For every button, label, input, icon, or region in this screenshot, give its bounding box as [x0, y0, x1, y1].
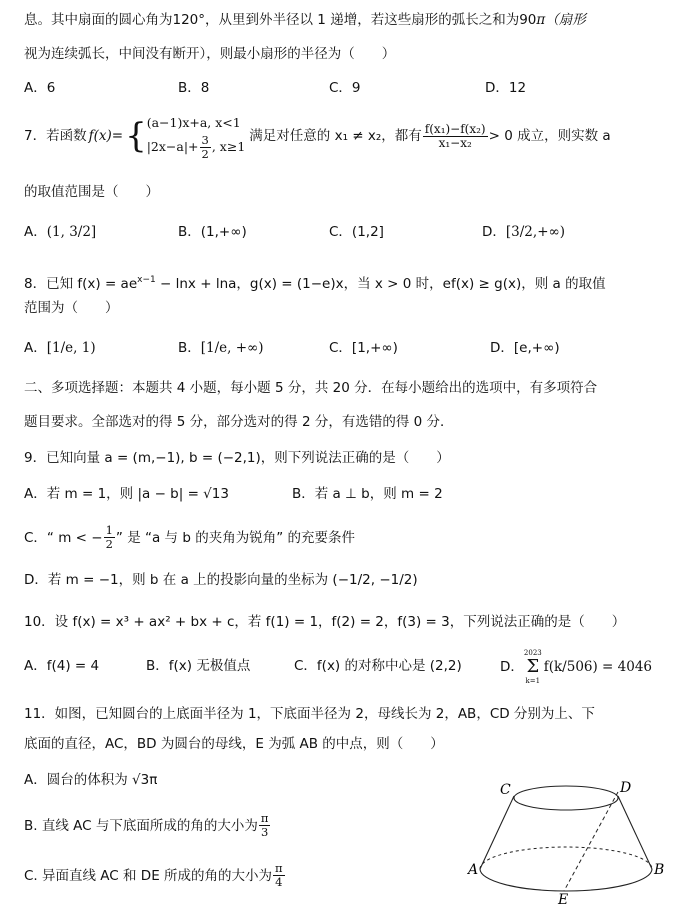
q8-option-d: D．[e,+∞) [490, 340, 560, 356]
q8-option-b-label: B． [178, 340, 201, 356]
q7-stem [24, 110, 611, 162]
q7-option-a [24, 222, 96, 242]
q8-option-a [24, 338, 96, 358]
q7-option-d-label: D． [482, 224, 506, 240]
q6-text: 息。其中扇面的圆心角为120°，从里到外半径以 1 递增，若这些扇形的弧长之和为90 [24, 12, 537, 28]
q6-option-b: B．8 [178, 80, 210, 96]
q11-option-a: A．圆台的体积为 √3π [24, 772, 158, 788]
q8-text-b: − lnx + lna，g(x) = (1−e)x，当 x > 0 时，ef(x) ≥ g(x)，则 a 的取值 [155, 276, 606, 292]
q9-option-c-pre: C．“ m < − [24, 529, 103, 546]
q7-option-b: B．(1,+∞) [178, 224, 247, 240]
section2-heading-line1: 二、多项选择题：本题共 4 小题，每小题 5 分，共 20 分．在每小题给出的选项中，有多项符合 [24, 380, 598, 396]
q10-option-b: B．f(x) 无极值点 [146, 658, 251, 674]
q9-stem: 9．已知向量 a = (m,−1), b = (−2,1)，则下列说法正确的是（ ） [24, 450, 450, 466]
q6-stem-line2 [24, 44, 395, 64]
q9-option-b: B．若 a ⊥ b，则 m = 2 [292, 486, 443, 502]
q10-option-d-label: D． [500, 659, 524, 675]
q10-option-d [500, 648, 652, 686]
q7-case2-frac [200, 134, 211, 161]
q7-case2-text: |2x−a|+ [146, 138, 199, 154]
label-a: A [468, 862, 479, 878]
q6-option-a: A．6 [24, 80, 56, 96]
bottom-ellipse-back [480, 847, 652, 869]
label-e: E [558, 892, 569, 906]
q9-frac-num: 1 [105, 523, 113, 537]
q7-brace-icon: { [125, 116, 147, 156]
q11-option-c-text: C. 异面直线 AC 和 DE 所成的角的大小为 [24, 867, 273, 884]
label-b: B [654, 862, 665, 878]
segment-de [564, 792, 618, 891]
q9-option-c-post: ” 是 “a 与 b 的夹角为锐角” 的充要条件 [115, 529, 355, 546]
q6-stem-line1 [24, 10, 586, 30]
q6-option-d: D．12 [485, 80, 527, 96]
q11-c-den: 4 [275, 875, 283, 889]
q7-option-c: C．(1,2] [329, 224, 384, 240]
q8-option-b-value: [1/e, +∞) [200, 340, 264, 356]
q11-option-b [24, 812, 271, 839]
q8-option-b [178, 338, 264, 358]
q10-option-a: A．f(4) = 4 [24, 658, 100, 674]
label-c: C [500, 782, 511, 798]
q7-tail-text: > 0 成立，则实数 a [488, 128, 611, 144]
q9-option-c [24, 524, 355, 551]
q6-option-c: C．9 [329, 80, 361, 96]
q7-mid-text: 满足对任意的 x₁ ≠ x₂，都有 [249, 128, 422, 144]
frustum-figure [466, 774, 666, 906]
q10-sum-top: 2023 [523, 649, 542, 657]
q7-case2 [147, 134, 246, 161]
q11-b-num: π [260, 811, 269, 825]
q7-case2-tail: , x≥1 [211, 138, 246, 154]
q7-option-a-value: (1, 3/2] [46, 224, 97, 240]
q7-ineq-frac [423, 123, 488, 150]
q11-option-b-text: B. 直线 AC 与下底面所成的角的大小为 [24, 817, 258, 834]
q11-option-b-frac [259, 812, 271, 839]
q8-option-c: C．[1,+∞) [329, 340, 398, 356]
edge-ac [480, 796, 514, 869]
q11-stem-line1: 11．如图，已知圆台的上底面半径为 1，下底面半径为 2，母线长为 2，AB，CD 分别为上、下 [24, 706, 595, 722]
q11-option-c-frac [273, 862, 285, 889]
q7-ineq-num: f(x₁)−f(x₂) [424, 121, 486, 136]
q8-option-a-label: A． [24, 340, 47, 356]
q6-text-2: 视为连续弧长，中间没有断开），则最小扇形的半径为（ ） [24, 46, 396, 62]
q7-option-d [482, 222, 565, 242]
label-d: D [620, 780, 632, 796]
q9-option-d: D．若 m = −1，则 b 在 a 上的投影向量的坐标为 (−1/2, −1/2) [24, 572, 418, 588]
q11-b-den: 3 [260, 825, 269, 839]
q8-sup: x−1 [137, 275, 156, 285]
q8-text: 8．已知 f(x) = ae [24, 276, 138, 292]
q11-stem-line2: 底面的直径，AC，BD 为圆台的母线，E 为弧 AB 的中点，则（ ） [24, 736, 444, 752]
q11-c-num: π [275, 861, 283, 875]
q7-stem-line2: 的取值范围是（ ） [24, 184, 159, 200]
q10-sum-bottom: k=1 [525, 677, 541, 685]
section2-heading-line2: 题目要求。全部选对的得 5 分，部分选对的得 2 分，有选错的得 0 分． [24, 414, 454, 430]
q7-ineq-den: x₁−x₂ [438, 135, 472, 150]
q8-stem-line1 [24, 270, 606, 294]
q9-frac-den: 2 [105, 537, 113, 551]
q7-option-d-value: [3/2,+∞) [505, 224, 566, 240]
q10-sum [524, 648, 542, 686]
q7-frac-den: 2 [201, 146, 209, 161]
q8-stem-line2: 范围为（ ） [24, 300, 119, 316]
sigma-icon: Σ [526, 656, 540, 677]
top-ellipse [514, 786, 618, 810]
q7-piecewise [147, 112, 246, 161]
q10-option-c: C．f(x) 的对称中心是 (2,2) [294, 658, 462, 674]
q11-option-c [24, 862, 286, 889]
q7-function: f(x)= [88, 128, 124, 144]
q8-option-a-value: [1/e, 1) [46, 340, 96, 356]
q10-stem: 10．设 f(x) = x³ + ax² + bx + c，若 f(1) = 1，f(2) = 2，f(3) = 3，下列说法正确的是（ ） [24, 614, 626, 630]
q7-option-a-label: A． [24, 224, 47, 240]
q9-option-c-frac [104, 524, 115, 551]
q7-case1: (a−1)x+a, x<1 [146, 114, 241, 130]
edge-bd [618, 796, 652, 869]
q7-frac-num: 3 [201, 132, 209, 147]
q7-number: 7．若函数 [24, 128, 87, 144]
q10-option-d-expr: f(k/506) = 4046 [543, 659, 653, 675]
q6-tail: π（扇形 [536, 12, 586, 28]
q9-option-a: A．若 m = 1，则 |a − b| = √13 [24, 486, 229, 502]
